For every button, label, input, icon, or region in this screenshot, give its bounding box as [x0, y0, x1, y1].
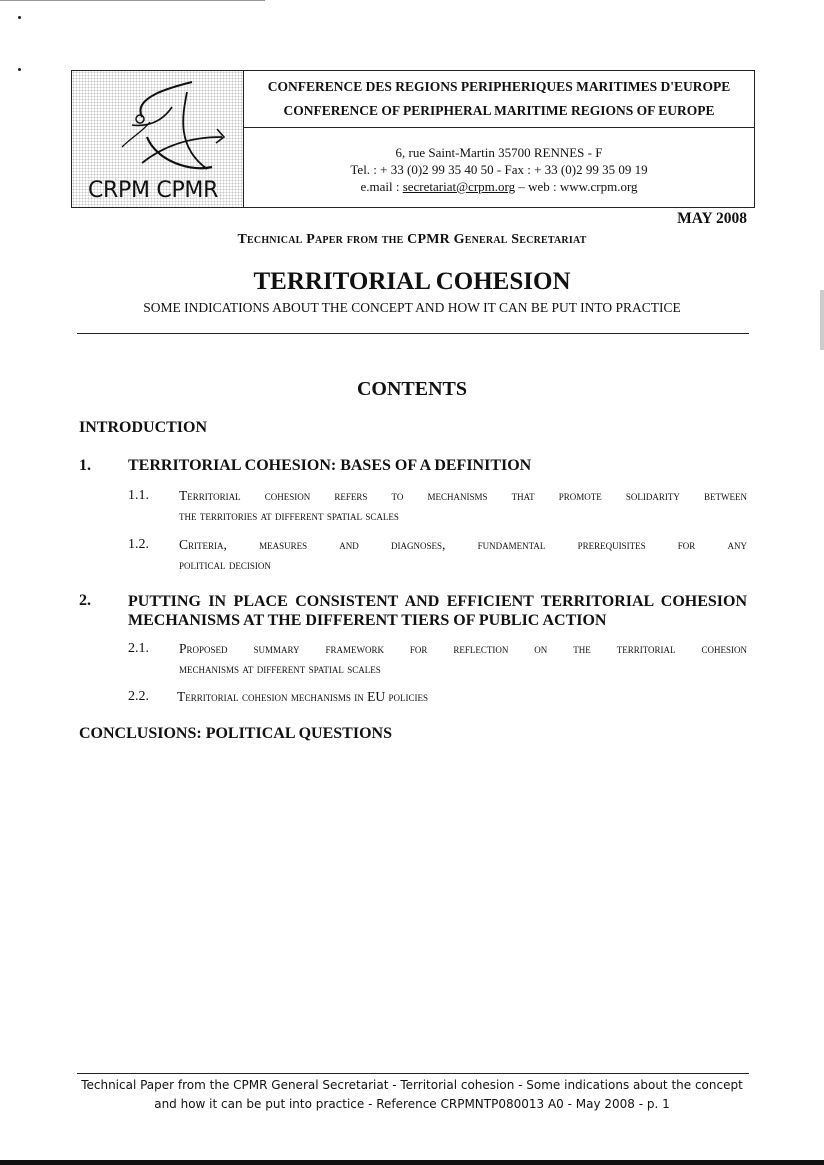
contact-info	[244, 128, 754, 207]
toc-item-1-1-number: 1.1.	[128, 488, 149, 503]
contents-heading: CONTENTS	[356, 378, 468, 400]
address: 6, rue Saint-Martin 35700 RENNES - F	[395, 145, 603, 160]
scan-bottom-edge	[0, 1160, 824, 1165]
document-subtitle: SOME INDICATIONS ABOUT THE CONCEPT AND HOW IT CAN BE PUT INTO PRACTICE	[143, 300, 681, 315]
toc-introduction[interactable]: INTRODUCTION	[79, 419, 208, 436]
toc-section-2-title-line2: MECHANISMS AT THE DIFFERENT TIERS OF PUBLIC ACTION	[128, 612, 607, 629]
toc-item-1-2-number: 1.2.	[128, 537, 149, 552]
toc-item-2-1-line1: Proposed summary framework for reflection on the territorial cohesion	[179, 641, 747, 656]
org-name-en: CONFERENCE OF PERIPHERAL MARITIME REGIONS OF EUROPE	[283, 103, 715, 118]
email-link[interactable]: secretariat@crpm.org	[402, 179, 516, 194]
toc-section-1-title[interactable]: TERRITORIAL COHESION: BASES OF A DEFINITION	[128, 457, 532, 474]
toc-section-2-title-line1: PUTTING IN PLACE CONSISTENT AND EFFICIENT TERRITORIAL COHESION	[128, 593, 747, 610]
org-name-fr: CONFERENCE DES REGIONS PERIPHERIQUES MARITIMES D'EUROPE	[267, 79, 731, 94]
scan-right-edge	[820, 290, 824, 350]
crpm-emblem-icon	[102, 77, 232, 187]
page-footer	[0, 1076, 824, 1114]
toc-item-2-1-line2: mechanisms at different spatial scales	[179, 661, 381, 676]
title-divider	[77, 333, 749, 334]
toc-section-2-title[interactable]	[128, 592, 747, 630]
toc-section-1-number: 1.	[79, 457, 91, 474]
document-title: TERRITORIAL COHESION	[253, 268, 571, 295]
toc-item-1-1-line2: the territories at different spatial scales	[179, 508, 399, 523]
email-web	[244, 178, 754, 195]
footer-divider	[77, 1073, 749, 1074]
scan-mark	[18, 16, 21, 19]
toc-item-2-2-number: 2.2.	[128, 689, 149, 704]
toc-item-1-1-line1: Territorial cohesion refers to mechanisms that promote solidarity between	[179, 488, 747, 503]
scan-mark	[18, 68, 21, 71]
letterhead-box	[71, 70, 755, 208]
scan-top-line	[0, 0, 265, 1]
phone-fax: Tel. : + 33 (0)2 99 35 40 50 - Fax : + 33 (0)2 99 35 09 19	[350, 162, 648, 177]
org-names	[244, 71, 754, 128]
footer-line-2: and how it can be put into practice - Reference CRPMNTP080013 A0 - May 2008 - p. 1	[154, 1097, 670, 1111]
footer-line-1: Technical Paper from the CPMR General Secretariat - Territorial cohesion - Some indications about the concept	[81, 1078, 743, 1092]
toc-item-2-1[interactable]	[179, 639, 747, 679]
paper-type: Technical Paper from the CPMR General Secretariat	[237, 232, 587, 247]
crpm-logo	[72, 71, 244, 207]
toc-item-1-2-line1: Criteria, measures and diagnoses, fundamental prerequisites for any	[179, 537, 747, 552]
toc-section-2-number: 2.	[79, 592, 91, 609]
toc-item-2-2[interactable]	[177, 687, 747, 707]
toc-item-2-1-number: 2.1.	[128, 641, 149, 656]
toc-item-1-2-line2: political decision	[179, 557, 271, 572]
toc-item-1-1[interactable]	[179, 486, 747, 526]
logo-text: CRPM CPMR	[88, 178, 219, 203]
web-text: – web : www.crpm.org	[515, 179, 638, 194]
toc-item-2-2-line1: Territorial cohesion mechanisms in EU policies	[177, 689, 428, 704]
toc-item-1-2[interactable]	[179, 535, 747, 575]
toc-conclusions[interactable]: CONCLUSIONS: POLITICAL QUESTIONS	[79, 725, 392, 742]
document-date: MAY 2008	[677, 210, 747, 227]
email-label: e.mail :	[360, 179, 403, 194]
